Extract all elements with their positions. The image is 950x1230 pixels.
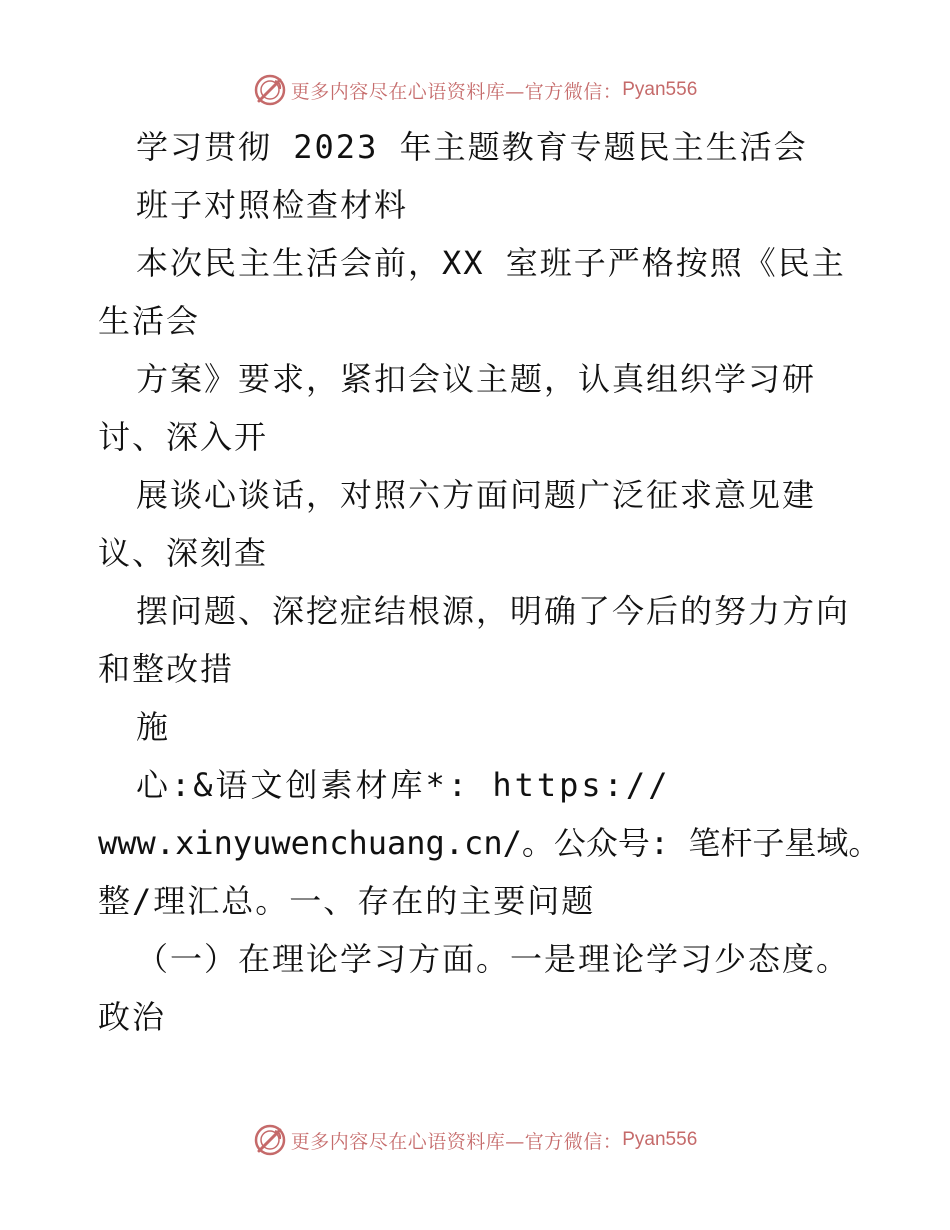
- feather-seal-icon: [253, 1123, 287, 1157]
- document-subtitle: 班子对照检查材料: [136, 186, 409, 224]
- text-line: 方案》要求，紧扣会议主题，认真组织学习研: [136, 360, 817, 398]
- text-line: 议、深刻查: [98, 534, 269, 572]
- text-line: www.xinyuwenchuang.cn/。公众号: 笔杆子星域。: [98, 824, 881, 862]
- watermark-wechat-id: Pyan556: [622, 79, 698, 100]
- watermark-text: 更多内容尽在心语资料库—官方微信：: [290, 1130, 623, 1153]
- text-line: 生活会: [98, 302, 201, 340]
- document-title: 学习贯彻 2023 年主题教育专题民主生活会: [136, 128, 808, 166]
- watermark-banner-top: [0, 72, 950, 108]
- text-line: 心:&语文创素材库*: https://: [136, 766, 671, 804]
- feather-seal-icon: [253, 73, 287, 107]
- text-line: 施: [136, 708, 171, 746]
- text-line: （一）在理论学习方面。一是理论学习少态度。: [136, 940, 851, 978]
- text-line: 讨、深入开: [98, 418, 269, 456]
- text-line: 摆问题、深挖症结根源，明确了今后的努力方向: [136, 592, 851, 630]
- watermark-banner-bottom: [0, 1122, 950, 1158]
- text-line: 本次民主生活会前，XX 室班子严格按照《民主: [136, 244, 846, 282]
- text-line: 政治: [98, 998, 167, 1036]
- text-line: 展谈心谈话，对照六方面问题广泛征求意见建: [136, 476, 817, 514]
- watermark-text: 更多内容尽在心语资料库—官方微信：: [290, 80, 623, 103]
- text-line: 和整改措: [98, 650, 235, 688]
- text-line: 整/理汇总。一、存在的主要问题: [98, 882, 596, 920]
- document-body: [98, 118, 881, 1046]
- watermark-wechat-id: Pyan556: [622, 1129, 698, 1150]
